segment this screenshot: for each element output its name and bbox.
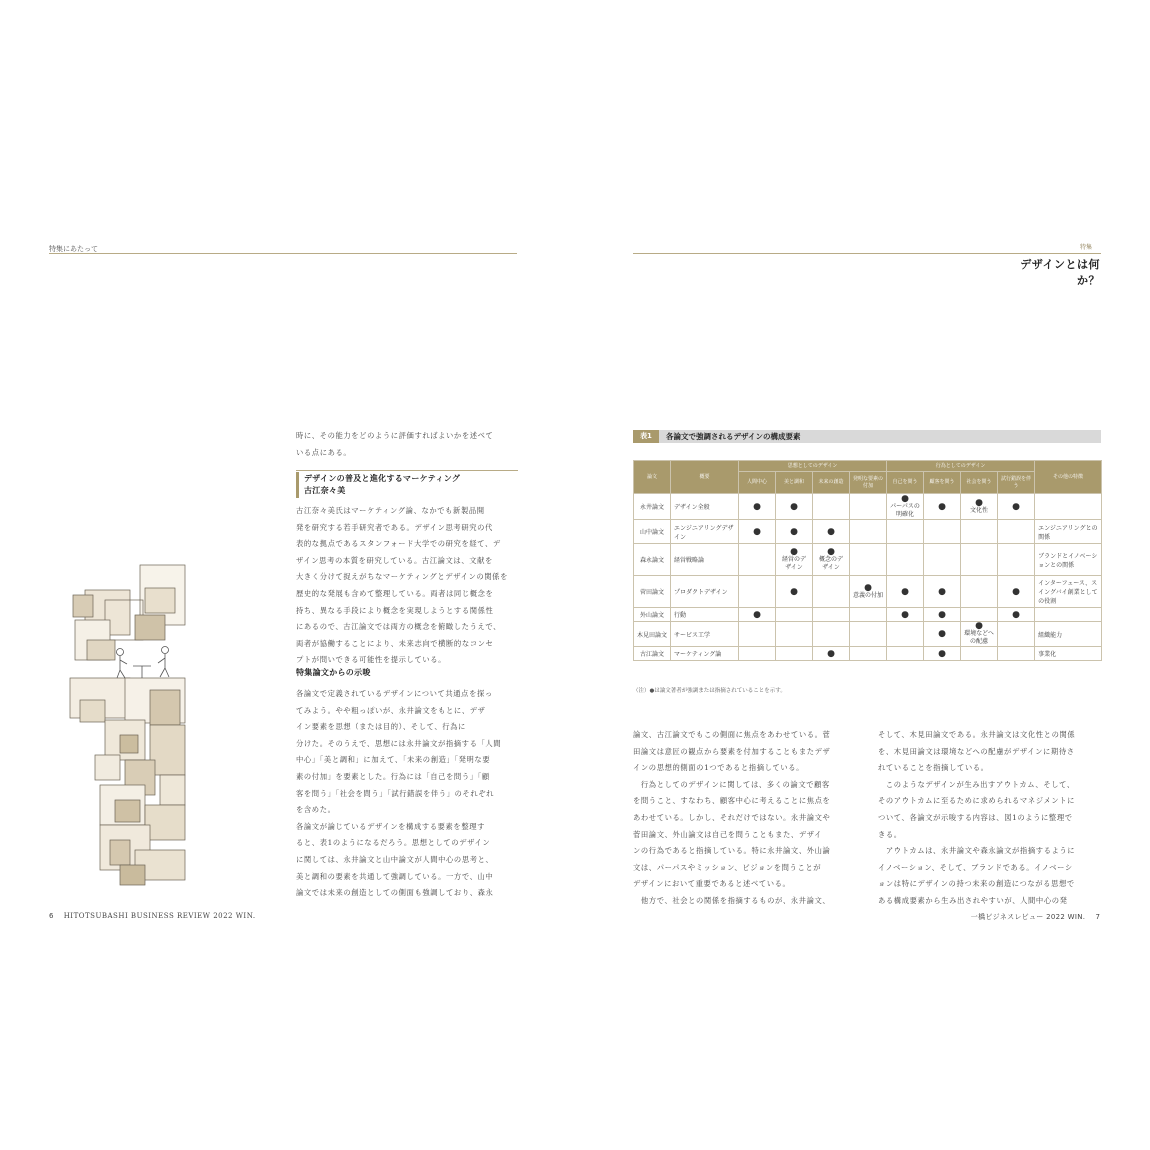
col-header: 顧客を問う	[924, 472, 961, 494]
cell-mark	[887, 647, 924, 661]
text-line: れていることを指摘している。	[878, 763, 989, 773]
cell-mark	[776, 494, 813, 520]
cell-mark	[887, 520, 924, 544]
cell-mark	[739, 520, 776, 544]
col-header: 試行錯誤を伴う	[998, 472, 1035, 494]
cell-mark	[850, 494, 887, 520]
col-header-other: その他の特徴	[1035, 461, 1102, 494]
text-line: を含めた。	[296, 805, 336, 815]
dot-mark: ●	[827, 648, 835, 659]
table-row	[634, 520, 1102, 544]
dot-mark: ●	[753, 609, 761, 620]
cell-mark	[739, 608, 776, 622]
dot-note: 文化性	[970, 506, 989, 514]
cell-paper: 木見田論文	[634, 622, 671, 647]
text-line: デザインにおいて重要であると述べている。	[633, 879, 791, 889]
dot-note: 意義の付加	[853, 591, 884, 599]
col-header: 未来の創造	[813, 472, 850, 494]
table-row	[634, 494, 1102, 520]
dot-note: パーパスの明確化	[890, 502, 920, 518]
cell-concept: 経営戦略論	[671, 544, 739, 576]
cell-other	[1035, 494, 1102, 520]
cell-mark	[998, 520, 1035, 544]
cell-mark	[998, 647, 1035, 661]
cell-mark	[776, 622, 813, 647]
text-line: 発を研究する若手研究者である。デザイン思考研究の代	[296, 522, 493, 532]
cell-mark	[739, 494, 776, 520]
cell-mark	[776, 647, 813, 661]
cell-mark	[776, 576, 813, 608]
text-line: 他方で、社会との関係を指摘するものが、永井論文、	[633, 895, 831, 905]
cell-concept: デザイン全般	[671, 494, 739, 520]
cell-mark	[924, 647, 961, 661]
cell-mark	[813, 494, 850, 520]
text-line: イノベーション、そして、ブランドである。イノベーシ	[878, 862, 1073, 872]
table-number: 表1	[633, 430, 659, 443]
text-line: 時に、その能力をどのように評価すればよいかを述べて	[296, 431, 494, 440]
col-header: 社会を問う	[961, 472, 998, 494]
dot-mark: ●	[753, 501, 761, 512]
dot-mark: ●	[975, 621, 983, 631]
section-heading	[304, 473, 460, 497]
cell-mark	[924, 520, 961, 544]
dot-mark: ●	[938, 501, 946, 512]
text-line: 古江奈々美氏はマーケティング論、なかでも新製品開	[296, 506, 485, 515]
text-line: いる点にある。	[296, 447, 352, 457]
cell-paper: 永井論文	[634, 494, 671, 520]
text-line: 行為としてのデザインに関しては、多くの論文で顧客	[633, 779, 830, 789]
col-header: 人間中心	[739, 472, 776, 494]
cell-mark	[850, 520, 887, 544]
design-elements-table	[633, 460, 1102, 661]
col-header: 美と調和	[776, 472, 813, 494]
text-line: を問うこと、すなわち、顧客中心に考えることに焦点を	[633, 796, 831, 806]
cell-concept: サービス工学	[671, 622, 739, 647]
text-line: イン要素を思想（または目的）、そして、行為に	[296, 722, 466, 732]
cell-concept: エンジニアリングデザイン	[671, 520, 739, 544]
cell-other	[1035, 608, 1102, 622]
text-line: に関しては、永井論文と山中論文が人間中心の思考と、	[296, 854, 494, 864]
cell-mark	[961, 608, 998, 622]
dot-mark: ●	[827, 546, 835, 557]
dot-mark: ●	[1012, 501, 1020, 512]
dot-mark: ●	[901, 493, 909, 504]
cell-mark	[776, 520, 813, 544]
text-line: ザイン思考の本質を研究している。古江論文は、文献を	[296, 555, 493, 565]
text-line: アウトカムは、永井論文や森永論文が指摘するように	[878, 846, 1076, 856]
text-line: 持ち、異なる手段により概念を実現しようとする関係性	[296, 605, 494, 615]
col-header: 自己を問う	[887, 472, 924, 494]
table-row	[634, 576, 1102, 608]
text-line: てみよう。やや粗っぽいが、永井論文をもとに、デザ	[296, 705, 486, 715]
dot-mark: ●	[1012, 586, 1020, 597]
cell-other: インターフェース、スイングバイ創業としての役割	[1035, 576, 1102, 608]
table-row	[634, 608, 1102, 622]
text-line: ると、表1のようになるだろう。思想としてのデザイン	[296, 838, 491, 848]
text-line: 大きく分けて捉えがちなマーケティングとデザインの関係を	[296, 572, 508, 582]
text-line: ついて、各論文が示唆する内容は、図1のように整理で	[878, 812, 1073, 822]
text-line: を、木見田論文は環境などへの配慮がデザインに期待さ	[878, 746, 1075, 756]
cell-mark	[887, 576, 924, 608]
cell-mark	[924, 622, 961, 647]
cell-mark	[998, 608, 1035, 622]
section2-paragraph	[296, 686, 518, 902]
folio-journal: 一橋ビジネスレビュー 2022 WIN.	[970, 913, 1086, 921]
dot-mark: ●	[901, 586, 909, 597]
cell-other: ブランドとイノベーションとの関係	[1035, 544, 1102, 576]
col-header: 発明な要素の付加	[850, 472, 887, 494]
text-line: きる。	[878, 829, 902, 839]
cell-mark	[739, 622, 776, 647]
dot-mark: ●	[938, 586, 946, 597]
header-rule-left	[49, 253, 517, 254]
dot-mark: ●	[938, 629, 946, 639]
dot-note: 経営のデザイン	[781, 555, 806, 571]
folio-journal: HITOTSUBASHI BUSINESS REVIEW 2022 WIN.	[63, 912, 256, 920]
dot-mark: ●	[938, 609, 946, 620]
cell-mark	[924, 576, 961, 608]
cell-mark	[850, 576, 887, 608]
cell-mark	[813, 622, 850, 647]
cell-paper: 古江論文	[634, 647, 671, 661]
text-line: あわせている。しかし、それだけではない。永井論文や	[633, 812, 831, 822]
cell-mark	[850, 544, 887, 576]
page-number: 7	[1095, 913, 1100, 921]
intro-text	[296, 428, 518, 461]
text-line: 各論文で定義されているデザインについて共通点を探っ	[296, 689, 493, 698]
text-line: インの思想的側面の1つであると指摘している。	[633, 763, 805, 773]
kicker: 特集	[1080, 244, 1093, 251]
cell-mark	[739, 647, 776, 661]
cell-mark	[887, 544, 924, 576]
page-number: 6	[49, 912, 54, 920]
cell-mark	[813, 647, 850, 661]
dot-mark: ●	[790, 526, 798, 537]
cell-mark	[813, 520, 850, 544]
group-header-action: 行為としてのデザイン	[887, 461, 1035, 472]
cell-concept: プロダクトデザイン	[671, 576, 739, 608]
dot-mark: ●	[827, 526, 835, 537]
cell-mark	[924, 494, 961, 520]
dot-mark: ●	[975, 497, 983, 508]
right-column-1	[633, 727, 855, 910]
cell-mark	[776, 544, 813, 576]
dot-note: 環境などへの配慮	[964, 630, 994, 645]
dot-note: 概念のデザイン	[818, 555, 843, 571]
right-column-2	[878, 727, 1100, 910]
cell-mark	[813, 608, 850, 622]
text-line: 表的な拠点であるスタンフォード大学での研究を経て、デ	[296, 539, 501, 549]
text-line: 分けた。そのうえで、思想には永井論文が指摘する「人間	[296, 738, 502, 748]
text-line: このようなデザインが生み出すアウトカム、そして、	[878, 779, 1075, 789]
cell-mark	[998, 544, 1035, 576]
cell-mark	[850, 647, 887, 661]
folio-right	[960, 912, 1100, 922]
cell-mark	[739, 576, 776, 608]
cell-concept: マーケティング論	[671, 647, 739, 661]
cell-mark	[924, 544, 961, 576]
cell-mark	[961, 576, 998, 608]
text-line: 美と調和の要素を共通して強調している。一方で、山中	[296, 871, 494, 881]
text-line: 論文では未来の創造としての側面も強調しており、森永	[296, 888, 494, 898]
dot-mark: ●	[790, 501, 798, 512]
dot-mark: ●	[790, 546, 798, 557]
text-line: 論文、古江論文でもこの側面に焦点をあわせている。菅	[633, 730, 831, 739]
section-rule	[296, 470, 518, 471]
dot-mark: ●	[753, 526, 761, 537]
text-line: プトが問いできる可能性を提示している。	[296, 655, 447, 665]
cell-other: 事業化	[1035, 647, 1102, 661]
cell-mark	[887, 622, 924, 647]
text-line: ョンは特にデザインの持つ未来の創造につながる思想で	[878, 879, 1075, 889]
section1-paragraph	[296, 503, 518, 669]
text-line: そして、木見田論文である。永井論文は文化性との関係	[878, 730, 1076, 739]
cell-mark	[776, 608, 813, 622]
dot-mark: ●	[864, 582, 872, 593]
cell-paper: 菅田論文	[634, 576, 671, 608]
cell-mark	[813, 576, 850, 608]
text-line: 各論文が論じているデザインを構成する要素を整理す	[296, 821, 486, 831]
text-line: 素の付加」を要素とした。行為には「自己を問う」「顧	[296, 771, 490, 781]
text-line: ンの行為であると指摘している。特に永井論文、外山論	[633, 846, 831, 856]
cell-paper: 森永論文	[634, 544, 671, 576]
cell-mark	[813, 544, 850, 576]
table-note: （注）●は論文著者が強調または指摘されていることを示す。	[633, 688, 786, 694]
dot-mark: ●	[1012, 609, 1020, 620]
cell-mark	[961, 622, 998, 647]
cell-mark	[961, 544, 998, 576]
dot-mark: ●	[790, 586, 798, 597]
cell-other: 組織能力	[1035, 622, 1102, 647]
table-row	[634, 544, 1102, 576]
cell-mark	[998, 576, 1035, 608]
table-row	[634, 647, 1102, 661]
cell-mark	[924, 608, 961, 622]
folio-left	[49, 912, 256, 920]
text-line: 両者が協働することにより、未来志向で横断的なコンセ	[296, 638, 494, 648]
running-head: 特集にあたって	[49, 245, 98, 253]
cell-mark	[998, 622, 1035, 647]
section-marker	[296, 472, 299, 498]
text-line: 中心」「美と調和」に加えて、「未来の創造」「発明な要	[296, 755, 491, 765]
text-line: そのアウトカムに至るために求められるマネジメントに	[878, 796, 1075, 806]
section2-heading: 特集論文からの示唆	[296, 668, 371, 677]
cell-paper: 山中論文	[634, 520, 671, 544]
cell-mark	[887, 494, 924, 520]
cell-mark	[961, 520, 998, 544]
text-line: 菅田論文、外山論文は自己を問うこともまた、デザイ	[633, 829, 823, 839]
page-title: デザインとは何か？	[1020, 258, 1100, 287]
cell-other: エンジニアリングとの関係	[1035, 520, 1102, 544]
cell-mark	[739, 544, 776, 576]
section-heading-author: 古江奈々美	[304, 486, 346, 495]
section-heading-title: デザインの普及と進化するマーケティング	[304, 474, 461, 483]
illustration-blocks-figures	[65, 560, 195, 890]
dot-mark: ●	[901, 609, 909, 620]
dot-mark: ●	[938, 648, 946, 659]
cell-mark	[961, 494, 998, 520]
col-header-paper: 論文	[634, 461, 671, 494]
header-rule-right	[633, 253, 1101, 254]
col-header-concept: 概要	[671, 461, 739, 494]
cell-paper: 外山論文	[634, 608, 671, 622]
cell-mark	[961, 647, 998, 661]
cell-mark	[998, 494, 1035, 520]
group-header-thought: 思想としてのデザイン	[739, 461, 887, 472]
cell-mark	[850, 622, 887, 647]
text-line: にあるので、古江論文では両方の概念を俯瞰したうえで、	[296, 622, 502, 632]
table-title: 各論文で強調されるデザインの構成要素	[666, 432, 801, 441]
text-line: 文は、パーパスやミッション、ビジョンを問うことが	[633, 862, 822, 872]
text-line: ある構成要素から生み出されやすいが、人間中心の発	[878, 895, 1068, 905]
cell-mark	[850, 608, 887, 622]
text-line: 歴史的な発展も含めて整理している。両者は同じ概念を	[296, 588, 494, 598]
cell-concept: 行動	[671, 608, 739, 622]
text-line: 田論文は意匠の観点から要素を付加することもまたデザ	[633, 746, 831, 756]
table-row	[634, 622, 1102, 647]
cell-mark	[887, 608, 924, 622]
text-line: 客を問う」「社会を問う」「試行錯誤を伴う」のそれぞれ	[296, 788, 495, 798]
